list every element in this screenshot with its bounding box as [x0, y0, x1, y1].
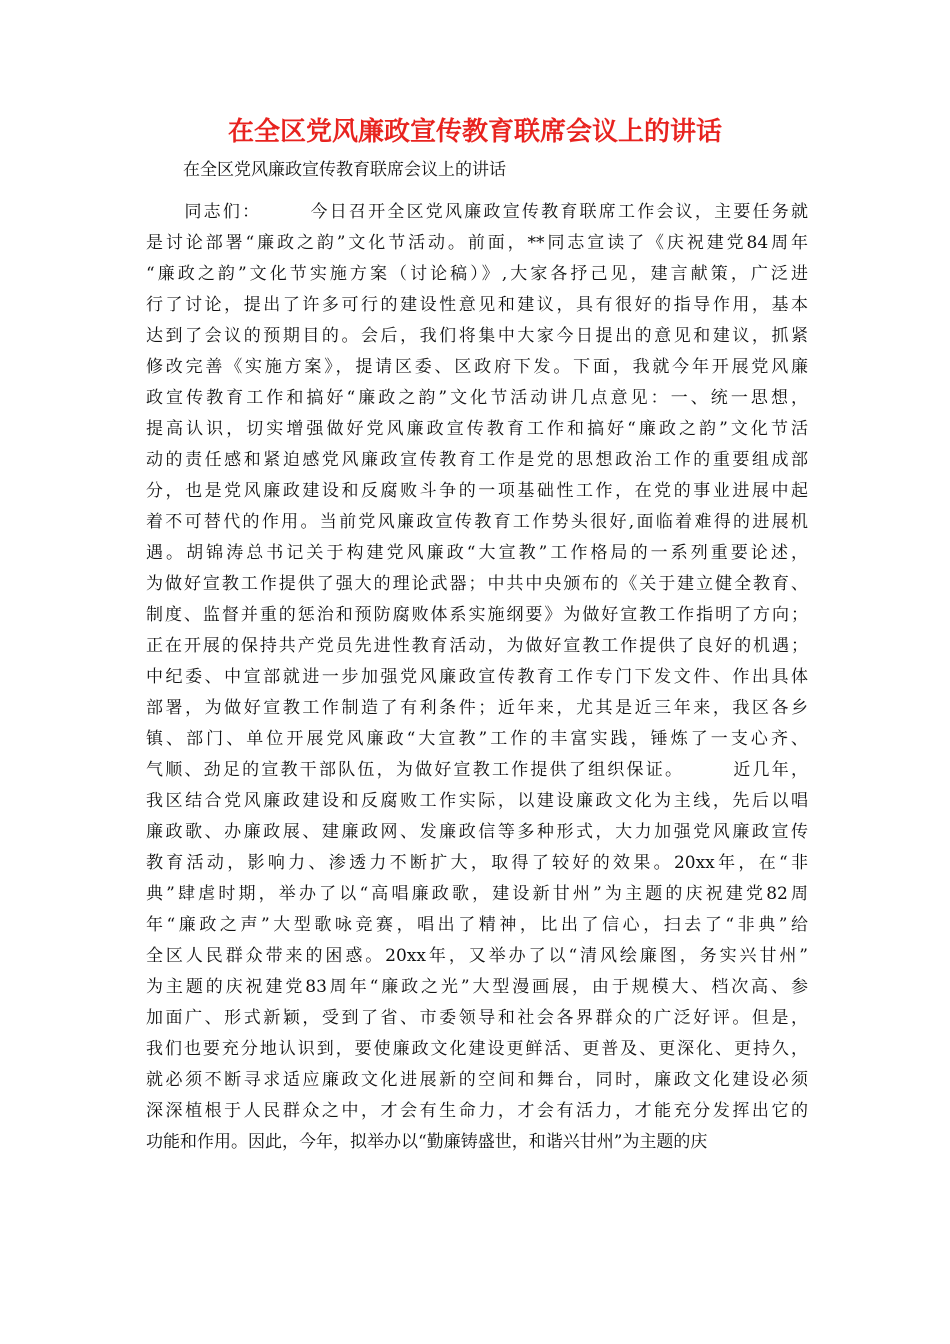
- body-line: 正在开展的保持共产党员先进性教育活动，为做好宣教工作提供了良好的机遇；: [146, 636, 808, 656]
- body-line: 加面广、形式新颖，受到了省、市委领导和社会各界群众的广泛好评。但是，: [146, 1008, 808, 1028]
- body-line: 提高认识，切实增强做好党风廉政宣传教育工作和搞好“廉政之韵”文化节活: [146, 419, 808, 439]
- body-line: 制度、监督并重的惩治和预防腐败体系实施纲要》为做好宣教工作指明了方向；: [146, 605, 808, 625]
- body-line: 分，也是党风廉政建设和反腐败斗争的一项基础性工作，在党的事业进展中起: [146, 481, 808, 501]
- body-line: 政宣传教育工作和搞好“廉政之韵”文化节活动讲几点意见：一、统一思想，: [146, 388, 808, 408]
- body-line: 我区结合党风廉政建设和反腐败工作实际，以建设廉政文化为主线，先后以唱: [146, 791, 808, 811]
- body-line: 同志们： 今日召开全区党风廉政宣传教育联席工作会议，主要任务就: [146, 202, 808, 222]
- body-line: 修改完善《实施方案》，提请区委、区政府下发。下面，我就今年开展党风廉: [146, 357, 808, 377]
- body-line: 行了讨论，提出了许多可行的建设性意见和建议，具有很好的指导作用，基本: [146, 295, 808, 315]
- body-line: 达到了会议的预期目的。会后，我们将集中大家今日提出的意见和建议，抓紧: [146, 326, 808, 346]
- body-line: 气顺、劲足的宣教干部队伍，为做好宣教工作提供了组织保证。 近几年，: [146, 760, 808, 780]
- body-line: 我们也要充分地认识到，要使廉政文化建设更鲜活、更普及、更深化、更持久，: [146, 1039, 808, 1059]
- document-body: [146, 197, 808, 1158]
- body-line: 部署，为做好宣教工作制造了有利条件；近年来，尤其是近三年来，我区各乡: [146, 698, 808, 718]
- body-line: 动的责任感和紧迫感党风廉政宣传教育工作是党的思想政治工作的重要组成部: [146, 450, 808, 470]
- body-line: 为主题的庆祝建党83周年“廉政之光”大型漫画展，由于规模大、档次高、参: [146, 977, 808, 997]
- body-line: 就必须不断寻求适应廉政文化进展新的空间和舞台，同时，廉政文化建设必须: [146, 1070, 808, 1090]
- body-line: 为做好宣教工作提供了强大的理论武器；中共中央颁布的《关于建立健全教育、: [146, 574, 808, 594]
- body-line: 遇。胡锦涛总书记关于构建党风廉政“大宣教”工作格局的一系列重要论述，: [146, 543, 808, 563]
- body-line: 廉政歌、办廉政展、建廉政网、发廉政信等多种形式，大力加强党风廉政宣传: [146, 822, 808, 842]
- body-line: 典”肆虐时期，举办了以“高唱廉政歌，建设新甘州”为主题的庆祝建党82周: [146, 884, 808, 904]
- body-line: 深深植根于人民群众之中，才会有生命力，才会有活力，才能充分发挥出它的: [146, 1101, 808, 1121]
- body-line: 功能和作用。因此，今年，拟举办以“勤廉铸盛世，和谐兴甘州”为主题的庆: [146, 1132, 708, 1152]
- body-line: 年“廉政之声”大型歌咏竞赛，唱出了精神，比出了信心，扫去了“非典”给: [146, 915, 808, 935]
- body-line: 着不可替代的作用。当前党风廉政宣传教育工作势头很好,面临着难得的进展机: [146, 512, 808, 532]
- body-line: 中纪委、中宣部就进一步加强党风廉政宣传教育工作专门下发文件、作出具体: [146, 667, 808, 687]
- document-subtitle: 在全区党风廉政宣传教育联席会议上的讲话: [183, 160, 506, 180]
- body-line: “廉政之韵”文化节实施方案（讨论稿）》,大家各抒己见，建言献策，广泛进: [146, 264, 808, 284]
- document-title: 在全区党风廉政宣传教育联席会议上的讲话: [227, 117, 722, 147]
- body-line: 教育活动，影响力、渗透力不断扩大，取得了较好的效果。20xx年，在“非: [146, 853, 808, 873]
- body-line: 镇、部门、单位开展党风廉政“大宣教”工作的丰富实践，锤炼了一支心齐、: [146, 729, 808, 749]
- body-line: 全区人民群众带来的困惑。20xx年，又举办了以“清风绘廉图，务实兴甘州”: [146, 946, 808, 966]
- body-line: 是讨论部署“廉政之韵”文化节活动。前面，**同志宣读了《庆祝建党84周年: [146, 233, 808, 253]
